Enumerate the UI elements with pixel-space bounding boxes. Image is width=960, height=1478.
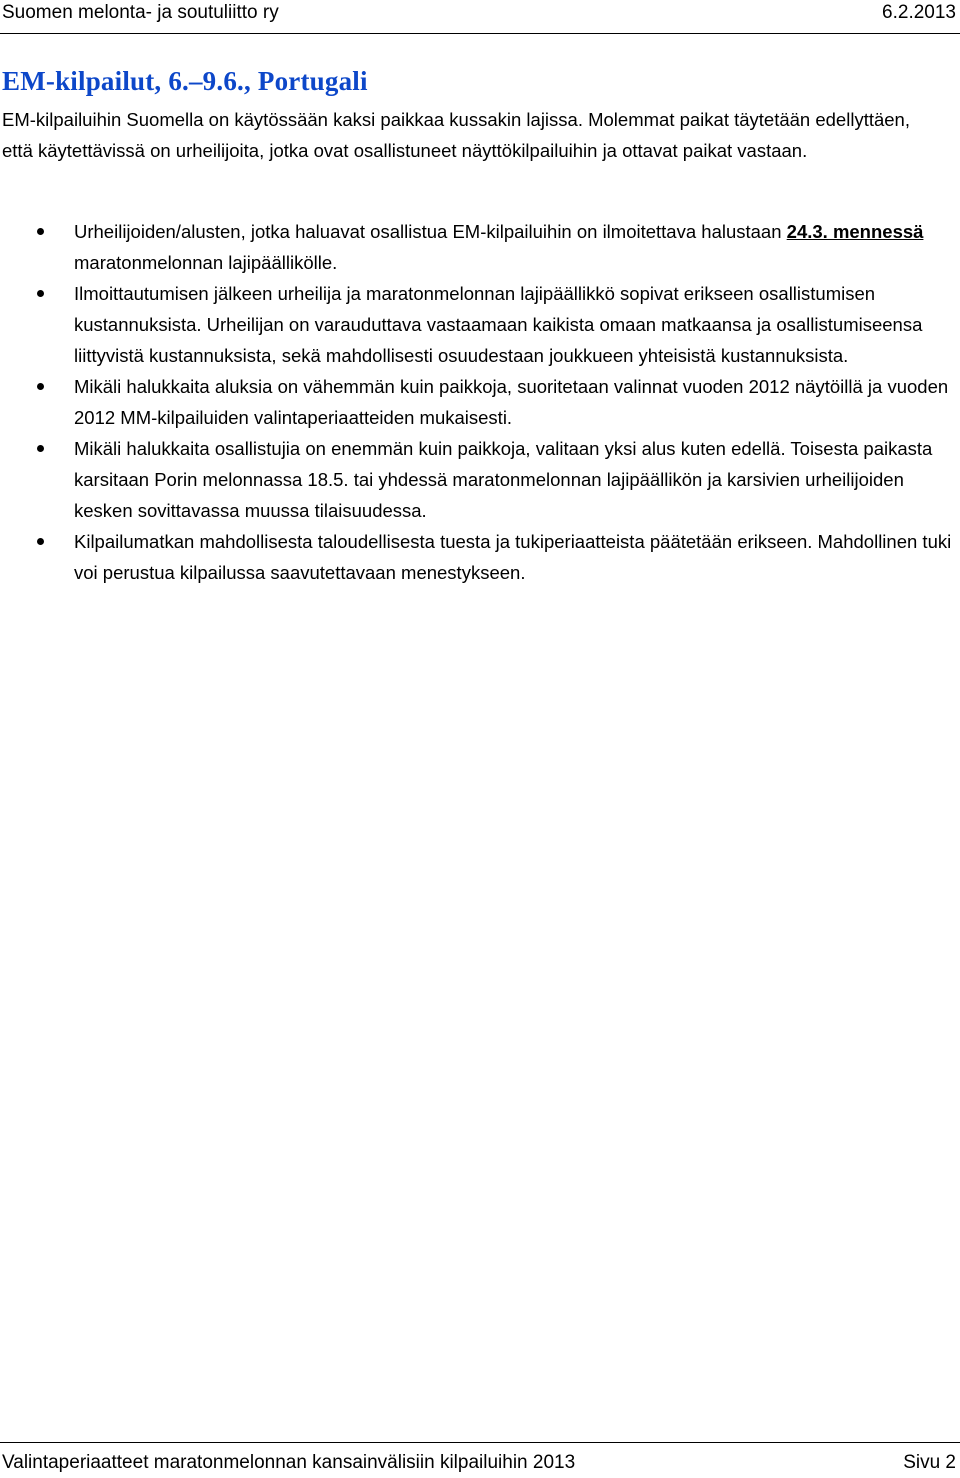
list-item (0, 371, 960, 433)
footer-page-number: Sivu 2 (903, 1452, 956, 1473)
bullet-icon (37, 290, 44, 297)
list-item-text: Ilmoittautumisen jälkeen urheilija ja maratonmelonnan lajipäällikkö sopivat erikseen osallistumisen kustannuksista. Urheilijan on varauduttava vastaamaan kaikista omaan matkaansa ja osallistumiseensa liittyvistä kustannuksista, sekä mahdollisesti osuudestaan joukkueen yhteisistä kustannuksista. (74, 283, 923, 366)
list-item-text: Mikäli halukkaita osallistujia on enemmän kuin paikkoja, valitaan yksi alus kuten edellä. Toisesta paikasta karsitaan Porin melonnassa 18.5. tai yhdessä maratonmelonnan lajipäällikön ja karsivien urheilijoiden kesken sovittavassa muussa tilaisuudessa. (74, 438, 933, 521)
page-footer (0, 1442, 960, 1478)
list-item-text: Urheilijoiden/alusten, jotka haluavat osallistua EM-kilpailuihin on ilmoitettava halustaan (74, 221, 787, 242)
bullet-icon (37, 383, 44, 390)
list-item (0, 433, 960, 526)
deadline-text: 24.3. mennessä (786, 221, 924, 242)
section-heading: EM-kilpailut, 6.–9.6., Portugali (2, 66, 368, 96)
list-item-text: maratonmelonnan lajipäällikölle. (74, 252, 338, 273)
list-item-text: Kilpailumatkan mahdollisesta taloudellisesta tuesta ja tukiperiaatteista päätetään erikseen. Mahdollinen tuki voi perustua kilpailussa saavutettavaan menestykseen. (74, 531, 952, 583)
list-item-text: Mikäli halukkaita aluksia on vähemmän kuin paikkoja, suoritetaan valinnat vuoden 2012 näytöillä ja vuoden 2012 MM-kilpailuiden valintaperiaatteiden mukaisesti. (74, 376, 949, 428)
bullet-icon (37, 228, 44, 235)
header-date: 6.2.2013 (882, 2, 956, 23)
bullet-icon (37, 445, 44, 452)
requirements-list (0, 216, 960, 588)
footer-document-title: Valintaperiaatteet maratonmelonnan kansainvälisiin kilpailuihin 2013 (2, 1452, 576, 1473)
list-item (0, 526, 960, 588)
list-item (0, 216, 960, 278)
page-header (0, 0, 960, 32)
intro-paragraph: EM-kilpailuihin Suomella on käytössään kaksi paikkaa kussakin lajissa. Molemmat paikat täytetään edellyttäen, että käytettävissä on urheilijoita, jotka ovat osallistuneet näyttökilpailuihin ja ottavat paikat vastaan. (2, 109, 910, 161)
bullet-icon (37, 538, 44, 545)
header-organization: Suomen melonta- ja soutuliitto ry (2, 2, 279, 23)
list-item (0, 278, 960, 371)
header-divider (0, 33, 960, 34)
